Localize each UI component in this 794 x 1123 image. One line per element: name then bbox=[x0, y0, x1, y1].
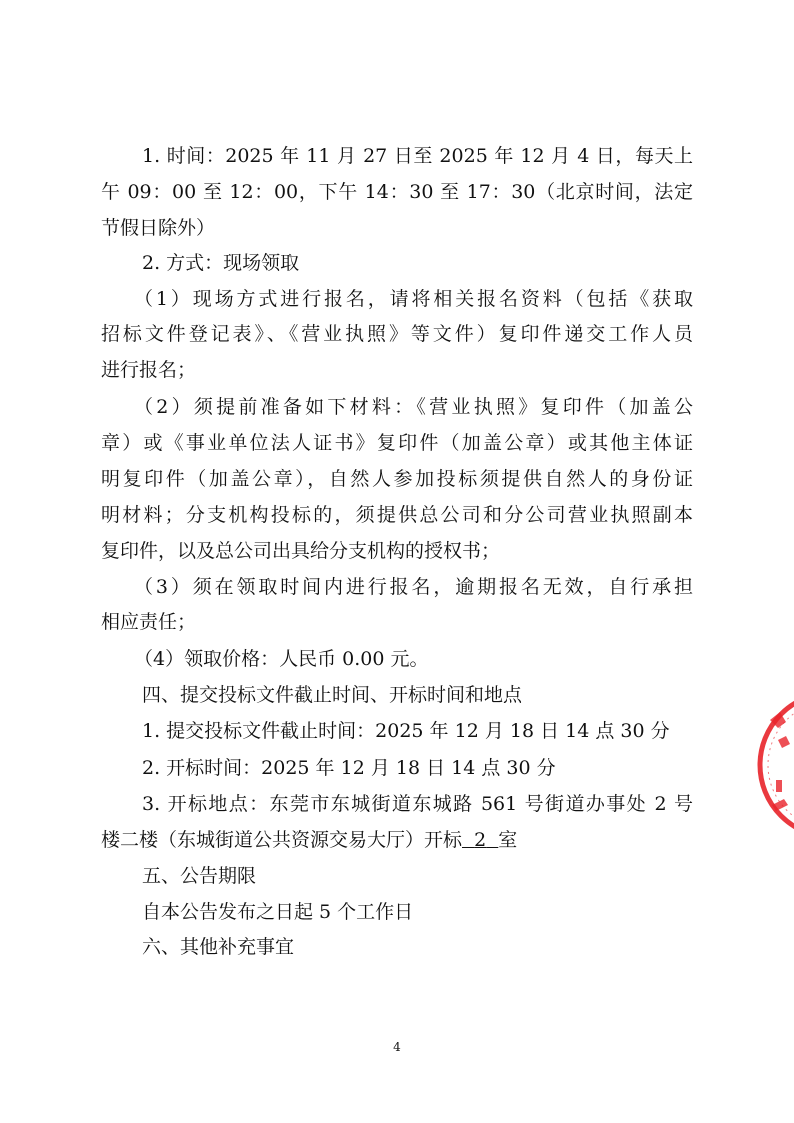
paragraph-line: （1）现场方式进行报名，请将相关报名资料（包括《获取 bbox=[134, 288, 693, 310]
paragraph-line: 1. 提交投标文件截止时间：2025 年 12 月 18 日 14 点 30 分 bbox=[142, 720, 670, 742]
paragraph-line: 章）或《事业单位法人证书》复印件（加盖公章）或其他主体证 bbox=[101, 432, 693, 454]
paragraph-line: 招标文件登记表》、《营业执照》等文件）复印件递交工作人员 bbox=[101, 323, 693, 345]
paragraph-line bbox=[101, 828, 693, 852]
room-number bbox=[462, 829, 498, 851]
section-heading: 四、提交投标文件截止时间、开标时间和地点 bbox=[142, 684, 523, 706]
paragraph-line: 进行报名； bbox=[101, 359, 197, 381]
paragraph-line: （3）须在领取时间内进行报名，逾期报名无效，自行承担 bbox=[134, 576, 693, 598]
section-heading: 五、公告期限 bbox=[142, 865, 257, 887]
paragraph-line: （2）须提前准备如下材料：《营业执照》复印件（加盖公 bbox=[134, 396, 693, 418]
paragraph-line: 2. 开标时间：2025 年 12 月 18 日 14 点 30 分 bbox=[142, 757, 556, 779]
paragraph-line: 明材料；分支机构投标的，须提供总公司和分公司营业执照副本 bbox=[101, 504, 693, 526]
paragraph-line: 节假日除外） bbox=[101, 217, 216, 239]
room-number-value: 2 bbox=[474, 829, 487, 851]
location-text: 楼二楼（东城街道公共资源交易大厅）开标 bbox=[101, 829, 463, 851]
paragraph-line: （4）领取价格：人民币 0.00 元。 bbox=[134, 648, 429, 670]
paragraph-line: 相应责任； bbox=[101, 611, 197, 633]
paragraph-line: 复印件，以及总公司出具给分支机构的授权书； bbox=[101, 540, 501, 562]
paragraph-line: 1. 时间：2025 年 11 月 27 日至 2025 年 12 月 4 日，每天上 bbox=[142, 145, 693, 167]
section-heading: 六、其他补充事宜 bbox=[142, 936, 295, 958]
page-number: 4 bbox=[393, 1040, 401, 1054]
paragraph-line: 午 09：00 至 12：00，下午 14：30 至 17：30（北京时间，法定 bbox=[101, 181, 693, 203]
official-seal-stamp bbox=[740, 680, 794, 840]
paragraph-line: 自本公告发布之日起 5 个工作日 bbox=[142, 901, 414, 923]
paragraph-line: 2. 方式：现场领取 bbox=[142, 252, 300, 274]
paragraph-line: 明复印件（加盖公章），自然人参加投标须提供自然人的身份证 bbox=[101, 468, 693, 490]
room-suffix: 室 bbox=[498, 829, 518, 851]
paragraph-line: 3. 开标地点：东莞市东城街道东城路 561 号街道办事处 2 号 bbox=[142, 793, 693, 815]
